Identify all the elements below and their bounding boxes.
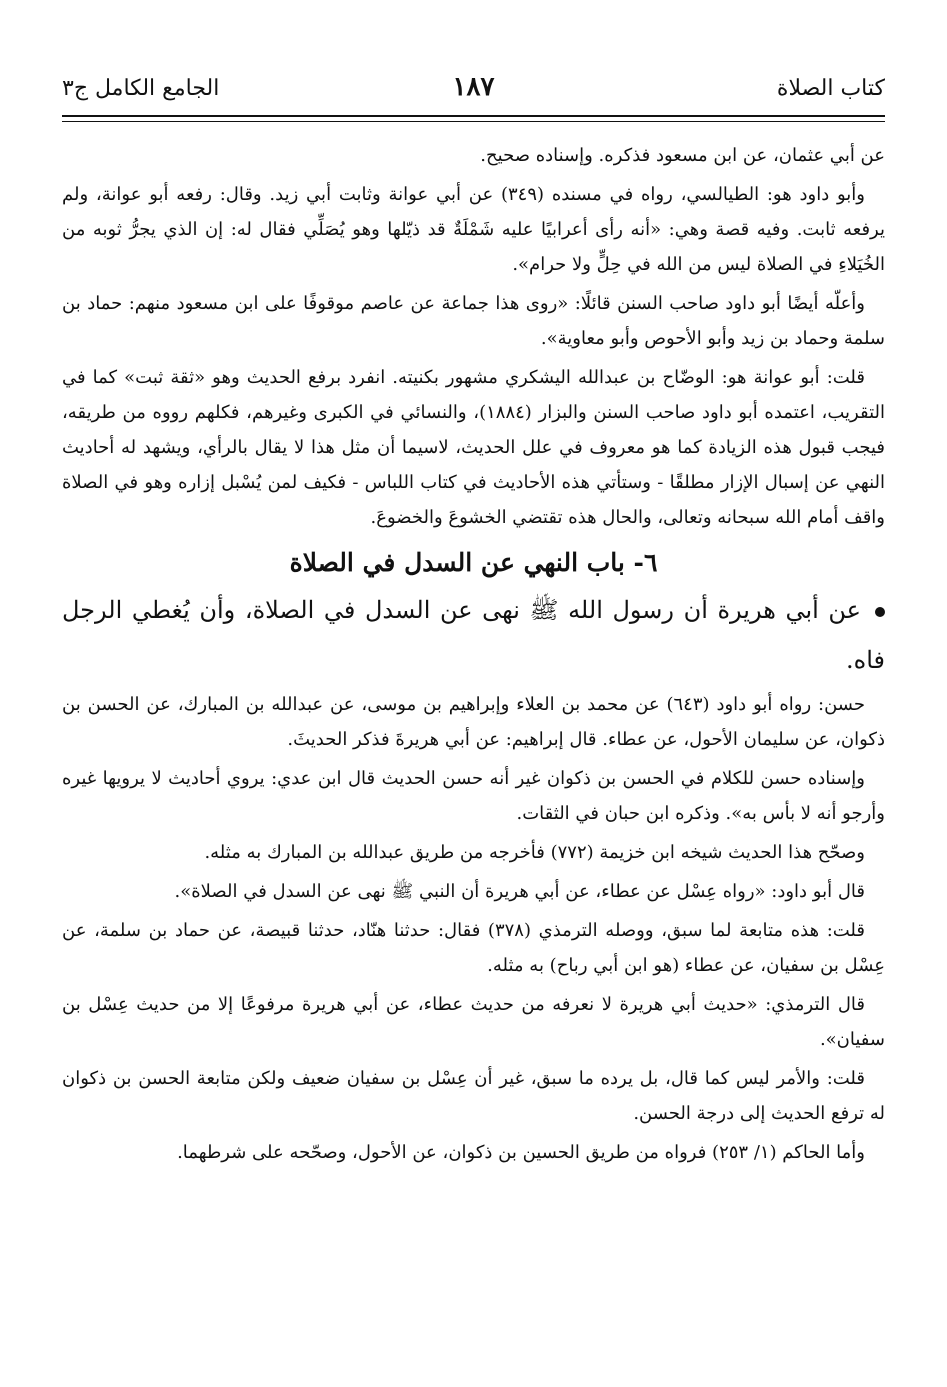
paragraph: وإسناده حسن للكلام في الحسن بن ذكوان غير أنه حسن الحديث قال ابن عدي: يروي أحاديث لا يرويها غيره وأرجو أنه لا بأس به». وذكره ابن حبان في الثقات.: [62, 768, 885, 824]
paragraph: وصحّح هذا الحديث شيخه ابن خزيمة (٧٧٢) فأخرجه من طريق عبدالله بن المبارك به مثله.: [204, 842, 865, 863]
page-header: [62, 70, 885, 112]
book-title: الجامع الكامل ج٣: [62, 76, 220, 101]
page-content: [62, 138, 885, 1174]
section-heading: ٦- باب النهي عن السدل في الصلاة: [289, 548, 658, 577]
paragraph: حسن: رواه أبو داود (٦٤٣) عن محمد بن العلاء وإبراهيم بن موسى، عن عبدالله بن المبارك، عن الحسن بن ذكوان، عن سليمان الأحول، عن عطاء. قال إبراهيم: عن أبي هريرةَ فذكر الحديثَ.: [62, 694, 885, 750]
page-number: ١٨٧: [452, 72, 495, 102]
paragraph: وأما الحاكم (١/ ٢٥٣) فرواه من طريق الحسين بن ذكوان، عن الأحول، وصحّحه على شرطهما.: [177, 1142, 865, 1163]
paragraph: قال الترمذي: «حديث أبي هريرة لا نعرفه من حديث عطاء، عن أبي هريرة مرفوعًا إلا من حديث عِسْل بن سفيان».: [62, 994, 885, 1050]
paragraph: وأبو داود هو: الطيالسي، رواه في مسنده (٣٤٩) عن أبي عوانة وثابت أبي زيد. وقال: رفعه أبو عوانة، ولم يرفعه ثابت. وفيه قصة وهي: «أنه رأى أعرابيًا عليه شَمْلَةٌ قد ذيّلها وهو يُصَلِّي فقال له: إن الذي يجرُّ ثوبه من الخُيَلاءِ في الصلاة ليس من الله في حِلٍّ ولا حرام».: [62, 184, 885, 275]
paragraph: قلت: هذه متابعة لما سبق، ووصله الترمذي (٣٧٨) فقال: حدثنا هنّاد، حدثنا قبيصة، عن حماد بن سلمة، عن عِسْل بن سفيان، عن عطاء (هو ابن أبي رباح) به مثله.: [62, 920, 885, 976]
paragraph: عن أبي عثمان، عن ابن مسعود فذكره. وإسناده صحيح.: [480, 145, 885, 166]
paragraph: قلت: والأمر ليس كما قال، بل يرده ما سبق، غير أن عِسْل بن سفيان ضعيف ولكن متابعة الحسن بن ذكوان له ترفع الحديث إلى درجة الحسن.: [62, 1068, 885, 1124]
paragraph: قلت: أبو عوانة هو: الوضّاح بن عبدالله اليشكري مشهور بكنيته. انفرد برفع الحديث وهو «ثقة ثبت» كما في التقريب، اعتمده أبو داود صاحب السنن والبزار (١٨٨٤)، والنسائي في الكبرى وغيرهم، فكلهم رووه من طريقه، فيجب قبول هذه الزيادة كما هو معروف في علل الحديث، لاسيما أن مثل هذا لا يقال بالرأي، ويشهد له أحاديث النهي عن إسبال الإزار مطلقًا - وستأتي هذه الأحاديث في كتاب اللباس - فكيف لمن يُسْبل إزاره وهو في الصلاة واقف أمام الله سبحانه وتعالى، والحال هذه تقتضي الخشوعَ والخضوعَ.: [62, 367, 885, 528]
book-section-title: كتاب الصلاة: [776, 76, 885, 101]
hadith-text: [62, 585, 885, 685]
paragraph: قال أبو داود: «رواه عِسْل عن عطاء، عن أبي هريرة أن النبي ﷺ نهى عن السدل في الصلاة».: [174, 881, 865, 902]
bullet-icon: [875, 607, 885, 617]
paragraph: وأعلّه أيضًا أبو داود صاحب السنن قائلًا: «روى هذا جماعة عن عاصم موقوفًا على ابن مسعود منهم: حماد بن سلمة وحماد بن زيد وأبو الأحوص وأبو معاوية».: [62, 293, 885, 349]
hadith-body: عن أبي هريرة أن رسول الله ﷺ نهى عن السدل في الصلاة، وأن يُغطي الرجل فاه.: [62, 596, 885, 674]
header-rule-thin: [62, 121, 885, 122]
header-rule-thick: [62, 115, 885, 117]
